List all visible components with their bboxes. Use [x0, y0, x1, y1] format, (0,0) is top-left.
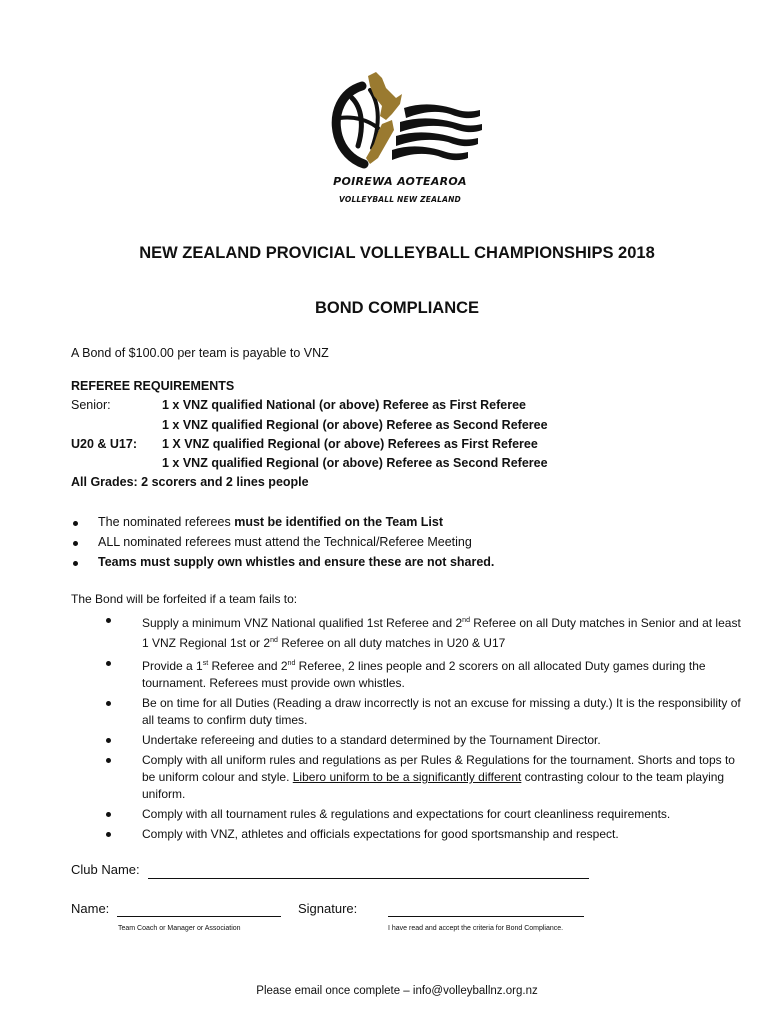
- rule-3-text: Teams must supply own whistles and ensure these are not shared.: [98, 555, 495, 569]
- bullet-icon: [73, 521, 78, 526]
- list-item: [104, 612, 744, 652]
- senior-label: Senior:: [71, 398, 111, 413]
- list-item: [104, 752, 744, 803]
- bullet-icon: [106, 832, 111, 837]
- signature-field[interactable]: [388, 916, 584, 917]
- list-item: [104, 806, 744, 823]
- forfeit-item-5: Comply with all uniform rules and regulations as per Rules & Regulations for the tournament. Shorts and tops to be uniform colour and style. Libero uniform to be a significantly different contrasting colour to the team playing uniform.: [142, 753, 735, 801]
- forfeit-item-6: Comply with all tournament rules & regulations and expectations for court cleanliness requirements.: [142, 807, 671, 821]
- bullet-icon: [106, 618, 111, 623]
- bullet-icon: [73, 541, 78, 546]
- bond-amount-text: A Bond of $100.00 per team is payable to VNZ: [71, 346, 329, 360]
- forfeit-item-7: Comply with VNZ, athletes and officials expectations for good sportsmanship and respect.: [142, 827, 619, 841]
- club-name-label: Club Name:: [71, 862, 140, 877]
- bullet-icon: [106, 738, 111, 743]
- bullet-icon: [73, 561, 78, 566]
- youth-req-2: 1 x VNZ qualified Regional (or above) Referee as Second Referee: [162, 456, 548, 471]
- name-label: Name:: [71, 901, 110, 916]
- name-field[interactable]: [117, 916, 281, 917]
- page-title: NEW ZEALAND PROVICIAL VOLLEYBALL CHAMPIONSHIPS 2018: [139, 244, 655, 262]
- senior-req-1: 1 x VNZ qualified National (or above) Referee as First Referee: [162, 398, 527, 413]
- forfeit-item-4: Undertake refereeing and duties to a standard determined by the Tournament Director.: [142, 733, 601, 747]
- bullet-icon: [106, 758, 111, 763]
- signature-label: Signature:: [298, 901, 358, 916]
- rule-2-text: ALL nominated referees must attend the Technical/Referee Meeting: [98, 535, 472, 549]
- vnz-logo: [322, 68, 482, 186]
- signature-caption: I have read and accept the criteria for Bond Compliance.: [388, 925, 564, 932]
- bullet-icon: [106, 812, 111, 817]
- footer-email-note: Please email once complete – info@volleyballnz.org.nz: [256, 985, 538, 997]
- bullet-icon: [106, 661, 111, 666]
- referee-heading: REFEREE REQUIREMENTS: [71, 379, 235, 393]
- wave-stripes-icon: [392, 104, 482, 160]
- forfeit-conditions-list: [104, 612, 744, 846]
- club-name-field[interactable]: [148, 878, 589, 879]
- page-subtitle: BOND COMPLIANCE: [314, 299, 480, 317]
- rule-1-text: The nominated referees: [98, 515, 235, 529]
- forfeit-item-2: Provide a 1st Referee and 2nd Referee, 2 lines people and 2 scorers on all allocated Duty games during the tournament. Referees must provide own whistles.: [142, 659, 706, 690]
- list-item: [104, 732, 744, 749]
- forfeit-item-1: Supply a minimum VNZ National qualified 1st Referee and 2nd Referee on all Duty matches in Senior and at least 1 VNZ Regional 1st or 2nd Referee on all duty matches in U20 & U17: [142, 616, 741, 650]
- senior-req-2: 1 x VNZ qualified Regional (or above) Referee as Second Referee: [162, 417, 548, 432]
- logo-text-english: VOLLEYBALL NEW ZEALAND: [339, 195, 461, 204]
- forfeit-item-3: Be on time for all Duties (Reading a draw incorrectly is not an excuse for missing a duty.) It is the responsibility of all teams to confirm duty times.: [142, 696, 741, 727]
- bullet-icon: [106, 701, 111, 706]
- rule-1-bold: must be identified on the Team List: [234, 515, 444, 529]
- youth-req-1: 1 X VNZ qualified Regional (or above) Referees as First Referee: [162, 436, 538, 451]
- list-item: [104, 695, 744, 729]
- logo-text-maori: POIREWA AOTEAROA: [333, 175, 467, 188]
- youth-label: U20 & U17:: [71, 436, 137, 451]
- all-grades-req: All Grades: 2 scorers and 2 lines people: [71, 475, 309, 490]
- forfeit-intro: The Bond will be forfeited if a team fails to:: [71, 592, 298, 606]
- list-item: [104, 655, 744, 692]
- name-caption: Team Coach or Manager or Association: [118, 925, 241, 932]
- list-item: [104, 826, 744, 843]
